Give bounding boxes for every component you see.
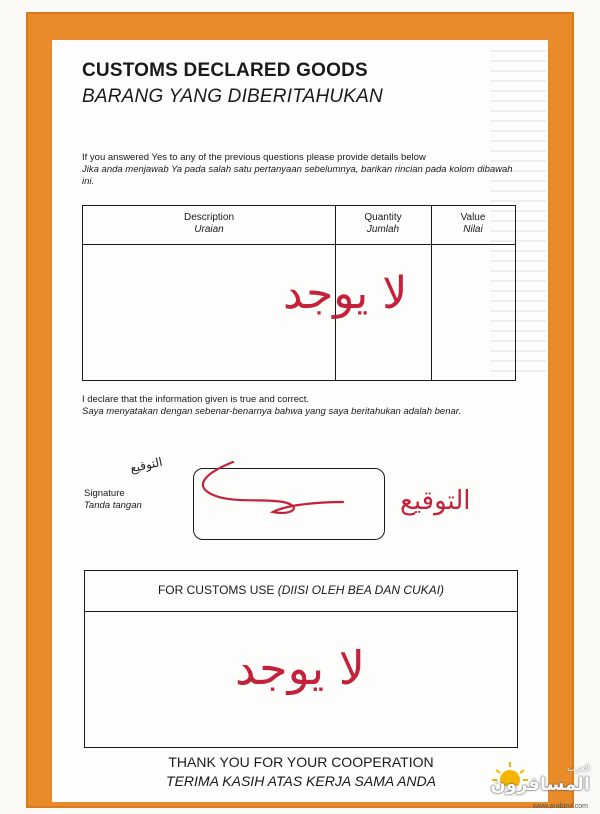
form-title: CUSTOMS DECLARED GOODS [82, 60, 368, 81]
declaration-english: I declare that the information given is true and correct. [82, 394, 310, 405]
customs-header-divider [85, 611, 517, 612]
watermark-brand-sub: العرب [566, 764, 590, 774]
header-quantity [335, 212, 431, 236]
customs-use-header [85, 583, 517, 597]
signature-label-ms: Tanda tangan [84, 500, 142, 511]
header-value-ms: Nilai [463, 224, 483, 235]
signature-label [84, 488, 142, 512]
handwritten-none-entry: لا يوجد [283, 268, 408, 319]
instruction-malay: Jika anda menjawab Ya pada salah satu pertanyaan sebelumnya, barikan rincian pada kolom dibawah ini. [82, 164, 513, 187]
handwritten-signature-note: التوقيع [128, 454, 164, 476]
watermark-brand: المسافرون [490, 774, 590, 795]
customs-use-box [84, 570, 518, 748]
handwritten-customs-entry: لا يوجد [235, 641, 366, 695]
header-quantity-ms: Jumlah [366, 224, 400, 235]
customs-use-label-ms: (DIISI OLEH BEA DAN CUKAI) [277, 583, 445, 597]
watermark-url: www.arabtrvl.com [532, 803, 588, 810]
signature-label-en: Signature [84, 488, 125, 499]
header-quantity-en: Quantity [364, 212, 402, 223]
handwritten-signature-label: التوقيع [400, 486, 471, 516]
header-value [431, 212, 515, 236]
thanks-malay: TERIMA KASIH ATAS KERJA SAMA ANDA [166, 773, 436, 789]
goods-table [82, 205, 516, 381]
header-value-en: Value [460, 212, 486, 223]
signature-field[interactable] [193, 468, 385, 540]
site-watermark [488, 752, 596, 812]
declaration-malay: Saya menyatakan dengan sebenar-benarnya bahwa yang saya beritahukan adalah benar. [82, 406, 462, 417]
header-description [83, 212, 335, 236]
header-description-en: Description [183, 212, 235, 223]
declaration-text [82, 394, 532, 418]
thanks-english: THANK YOU FOR YOUR COOPERATION [168, 754, 434, 770]
form-subtitle: BARANG YANG DIBERITAHUKAN [82, 86, 383, 107]
instruction-english: If you answered Yes to any of the previous questions please provide details below [82, 152, 426, 163]
header-description-ms: Uraian [194, 224, 224, 235]
signature-scribble [193, 468, 385, 540]
customs-use-label-en: FOR CUSTOMS USE [157, 583, 275, 597]
table-header-divider [83, 244, 515, 245]
instruction-text [82, 152, 522, 188]
